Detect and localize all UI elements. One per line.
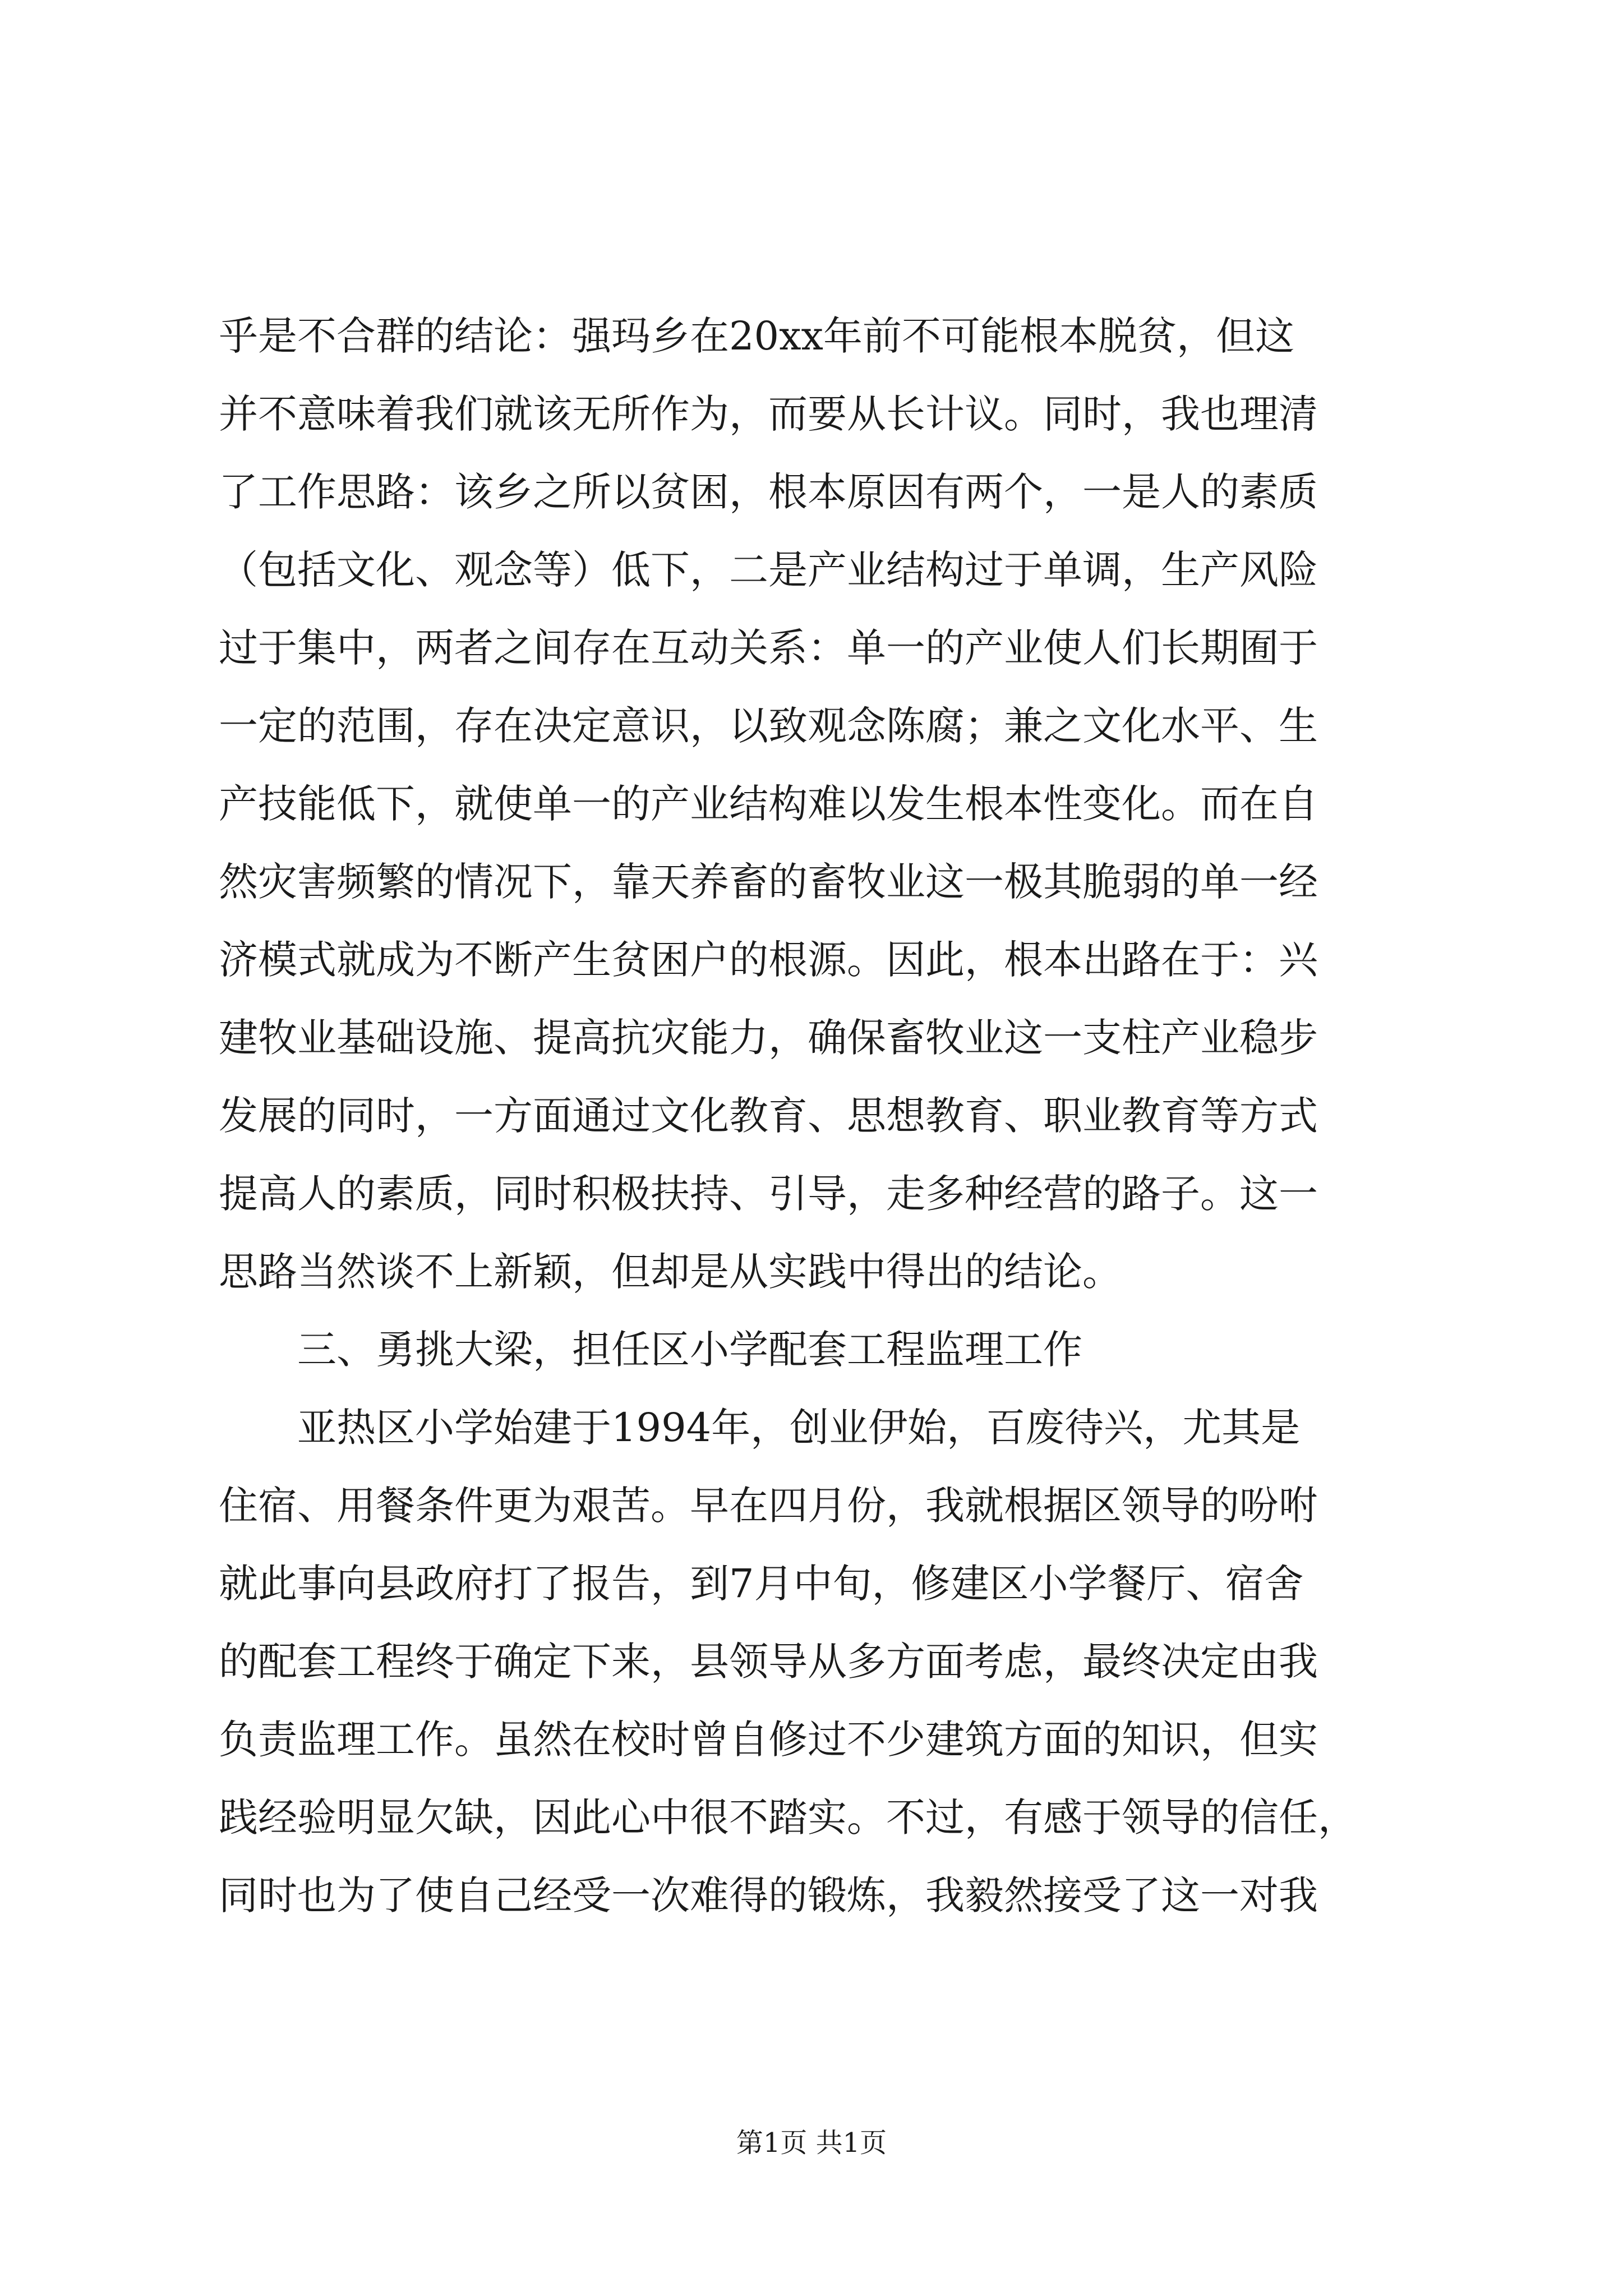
text-line: 住宿、用餐条件更为艰苦。早在四月份，我就根据区领导的吩咐	[219, 1483, 1318, 1529]
page-footer	[0, 2126, 1623, 2160]
text-line: 就此事向县政府打了报告，到7月中旬，修建区小学餐厅、宿舍	[219, 1561, 1304, 1607]
text-line: 了工作思路：该乡之所以贫困，根本原因有两个，一是人的素质	[219, 469, 1318, 515]
text-line: 发展的同时，一方面通过文化教育、思想教育、职业教育等方式	[219, 1093, 1318, 1139]
text-line: 提高人的素质，同时积极扶持、引导，走多种经营的路子。这一	[219, 1171, 1318, 1217]
text-line: 过于集中，两者之间存在互动关系：单一的产业使人们长期囿于	[219, 625, 1318, 671]
text-line: 的配套工程终于确定下来，县领导从多方面考虑，最终决定由我	[219, 1639, 1318, 1685]
text-line: （包括文化、观念等）低下，二是产业结构过于单调，生产风险	[219, 547, 1318, 593]
text-line: 乎是不合群的结论：强玛乡在20xx年前不可能根本脱贫，但这	[219, 313, 1295, 359]
text-line: 思路当然谈不上新颖，但却是从实践中得出的结论。	[219, 1249, 1122, 1295]
text-line: 践经验明显欠缺，因此心中很不踏实。不过，有感于领导的信任，	[219, 1795, 1357, 1841]
text-line: 负责监理工作。虽然在校时曾自修过不少建筑方面的知识，但实	[219, 1717, 1318, 1763]
text-line: 同时也为了使自己经受一次难得的锻炼，我毅然接受了这一对我	[219, 1872, 1318, 1918]
text-line: 并不意味着我们就该无所作为，而要从长计议。同时，我也理清	[219, 391, 1318, 437]
document-body	[219, 297, 1424, 1935]
section-heading: 三、勇挑大梁，担任区小学配套工程监理工作	[297, 1327, 1082, 1373]
page-number: 第1页 共1页	[736, 2127, 887, 2159]
text-line: 一定的范围，存在决定意识，以致观念陈腐；兼之文化水平、生	[219, 703, 1318, 749]
text-line: 济模式就成为不断产生贫困户的根源。因此，根本出路在于：兴	[219, 937, 1318, 983]
text-line: 然灾害频繁的情况下，靠天养畜的畜牧业这一极其脆弱的单一经	[219, 859, 1318, 905]
text-line: 建牧业基础设施、提高抗灾能力，确保畜牧业这一支柱产业稳步	[219, 1015, 1318, 1061]
text-line: 产技能低下，就使单一的产业结构难以发生根本性变化。而在自	[219, 781, 1318, 827]
paragraph-first-line: 亚热区小学始建于1994年，创业伊始，百废待兴，尤其是	[297, 1405, 1301, 1451]
